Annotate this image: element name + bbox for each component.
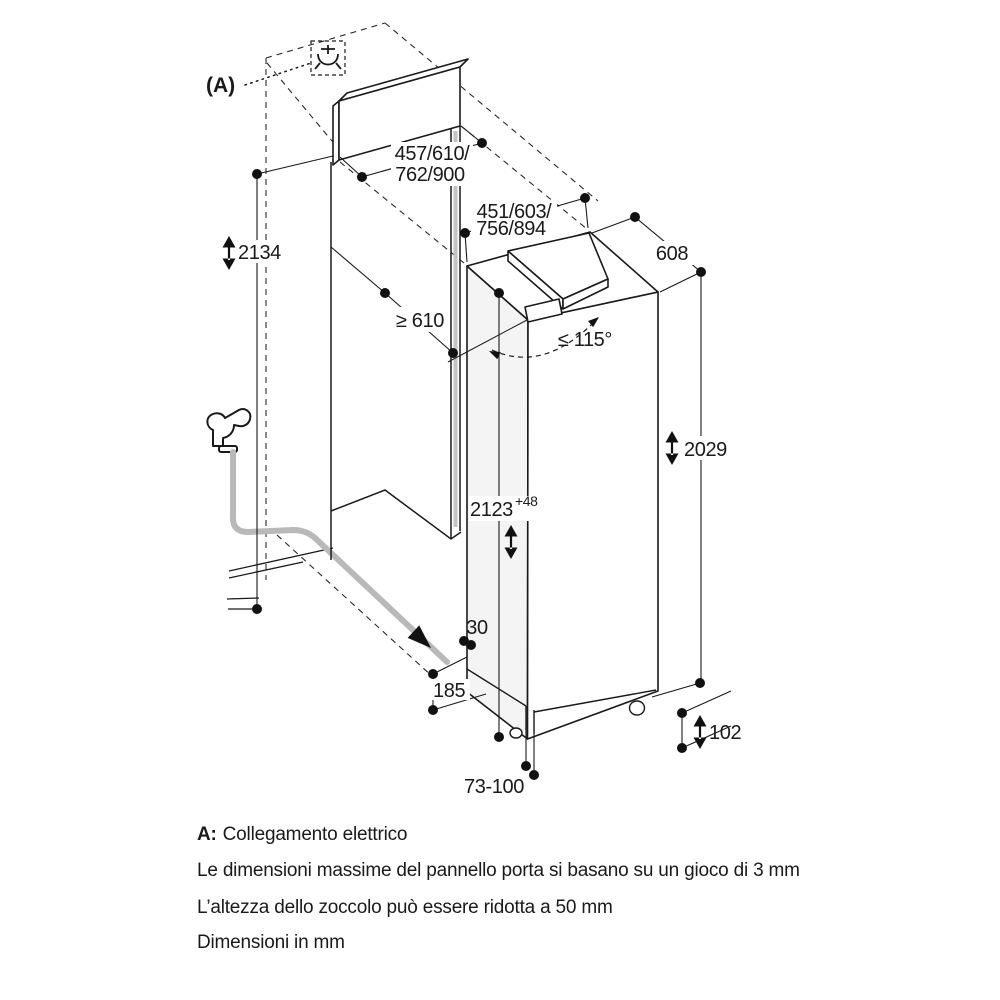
dim-rear-gap: 30	[466, 617, 488, 639]
dim-plinth-height-range: 73-100	[464, 776, 524, 798]
dim-panel-width-line2: 762/900	[395, 164, 465, 186]
dim-appliance-depth: 608	[655, 243, 689, 265]
legend-line	[197, 824, 407, 846]
dim-panel-width-line1: 457/610/	[394, 143, 470, 165]
dim-appliance-height: 2029	[684, 439, 727, 461]
marker-a-label: (A)	[206, 74, 236, 97]
dim-niche-depth: ≥ 610	[396, 310, 444, 332]
plinth-note: L’altezza dello zoccolo può essere ridotta a 50 mm	[197, 897, 613, 918]
dim-appliance-width-line2: 756/894	[476, 218, 546, 240]
legend-key: A:	[197, 824, 217, 845]
dim-install-height: 2123	[470, 499, 513, 521]
dim-plinth-recess-height: 102	[709, 722, 742, 744]
legend-text: Collegamento elettrico	[222, 824, 408, 845]
units-note: Dimensioni in mm	[197, 932, 345, 953]
dim-niche-height: 2134	[238, 242, 281, 264]
dim-plinth-recess-depth: 185	[433, 680, 466, 702]
door-panel-note: Le dimensioni massime del pannello porta si basano su un gioco di 3 mm	[197, 860, 800, 881]
dim-door-angle: ≤ 115°	[557, 329, 613, 351]
dim-install-height-tolerance: +48	[515, 493, 538, 509]
dim-appliance-width-line1: 451/603/	[476, 201, 552, 223]
